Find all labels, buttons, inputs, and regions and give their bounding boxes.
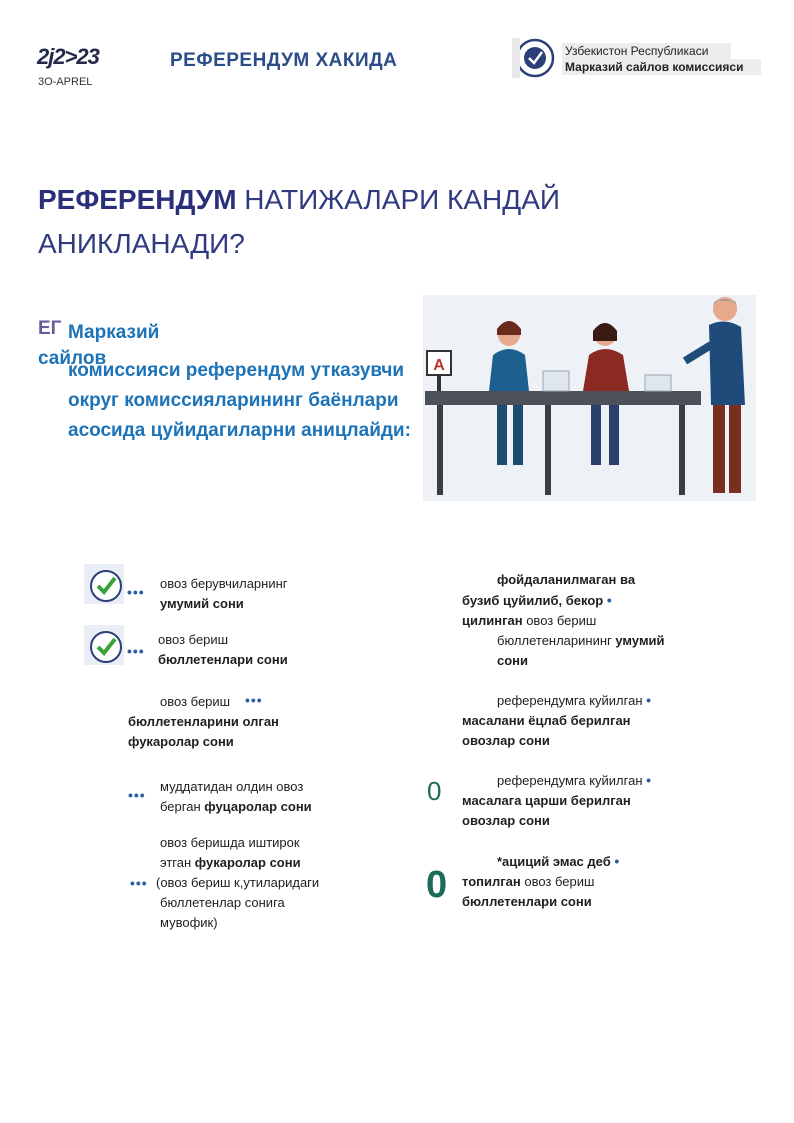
- left-item-5-bold: фукаролар сони: [194, 855, 301, 870]
- left-item-4-text: муддатидан олдин овоз: [160, 779, 304, 794]
- right-item-3-b3: овозлар сони: [462, 813, 550, 828]
- side-body: комиссияси референдум утказувчи округ комиссияларининг баёнлари асосида цуйидагиларни аницлайди:: [68, 360, 411, 441]
- left-item-5-text2: этган: [160, 855, 192, 870]
- left-item-5-extra: [156, 873, 319, 933]
- main-title-bold: РЕФЕРЕНДУМ: [38, 184, 237, 215]
- right-item-1-b2: бузиб цуйилиб, бекор: [462, 593, 604, 608]
- right-item-4-b3: бюллетенлари сони: [462, 894, 592, 909]
- bullet-dot-r4: •: [614, 853, 621, 869]
- right-item-4-b2: топилган: [462, 874, 521, 889]
- left-item-1: [160, 574, 288, 614]
- left-item-5-text: овоз беришда иштирок: [160, 835, 300, 850]
- right-item-3-b2: масалага царши берилган: [462, 793, 631, 808]
- check-icon: [84, 625, 124, 665]
- left-item-5-extra2: бюллетенлар сонига: [160, 895, 285, 910]
- right-item-1: [462, 570, 722, 671]
- bullet-dot-r2: •: [646, 692, 653, 708]
- zero-mark-large: 0: [426, 864, 448, 906]
- left-item-4: [160, 777, 312, 817]
- right-item-3-t1: референдумга куйилган: [497, 773, 643, 788]
- left-item-5: [160, 833, 301, 873]
- left-item-2: [158, 630, 288, 670]
- right-item-1-t4: бюллетенларининг: [497, 633, 612, 648]
- left-item-4-text2: берган: [160, 799, 201, 814]
- bullet-dots-1: •••: [127, 584, 145, 600]
- right-item-2: [462, 690, 722, 751]
- right-item-4-b1: *ациций эмас деб: [497, 854, 611, 869]
- left-item-5-extra3: мувофик): [160, 915, 218, 930]
- right-item-2-b3: овозлар сони: [462, 733, 550, 748]
- right-item-4: [462, 851, 722, 912]
- header-title: РЕФЕРЕНДУМ ХАКИДА: [170, 50, 398, 71]
- side-prefix: ЕГ: [38, 318, 62, 339]
- bullet-dot-r3: •: [646, 772, 653, 788]
- left-item-2-text: овоз бериш: [158, 632, 229, 647]
- cec-emblem-icon: [512, 38, 558, 78]
- right-item-1-b1: фойдаланилмаган ва: [497, 572, 636, 587]
- right-item-1-b3: цилинган: [462, 613, 523, 628]
- bullet-dots-4: •••: [128, 787, 146, 803]
- side-overlap-word: сайлов: [38, 348, 107, 369]
- check-icon: [84, 564, 124, 604]
- bullet-dots-2: •••: [127, 643, 145, 659]
- right-item-3: [462, 770, 722, 831]
- right-item-2-b2: масалани ёцлаб берилган: [462, 713, 631, 728]
- right-item-1-b5: сони: [497, 653, 529, 668]
- cec-name-line1: Узбекистон Республикаси: [562, 43, 731, 59]
- left-item-3-bold: бюллетенларини олган фукаролар сони: [128, 714, 279, 749]
- cec-name-line2: Марказий сайлов комиссияси: [562, 59, 761, 75]
- left-item-3: [128, 712, 328, 752]
- right-item-1-t3: овоз бериш: [522, 613, 597, 628]
- left-item-1-bold: умумий сони: [160, 596, 244, 611]
- polling-station-illustration: [423, 295, 756, 501]
- main-title: [38, 178, 598, 266]
- bullet-dots-5: •••: [130, 875, 148, 891]
- logo-text: 2j2>23: [37, 44, 99, 69]
- right-item-4-t2: овоз бериш: [520, 874, 595, 889]
- right-item-1-b4: умумий: [611, 633, 665, 648]
- left-item-1-text: овоз берувчиларнинг: [160, 576, 288, 591]
- side-line1: Марказий: [68, 322, 160, 343]
- left-item-5-extra1: (овоз бериш к,утиларидаги: [156, 875, 320, 890]
- date-label: 3O-APREL: [38, 76, 93, 88]
- zero-mark-small: 0: [427, 776, 442, 806]
- left-item-2-bold: бюллетенлари сони: [158, 652, 288, 667]
- right-item-2-t1: референдумга куйилган: [497, 693, 643, 708]
- bullet-dots-3: •••: [245, 692, 263, 708]
- main-title-rest: НАТИЖАЛАРИ КАНДАЙ АНИКЛАНАДИ?: [38, 184, 560, 259]
- left-item-4-bold: фуцаролар сони: [204, 799, 312, 814]
- left-item-3-text: овоз бериш: [160, 694, 231, 709]
- sign-letter: A: [433, 357, 445, 374]
- bullet-dot-r1: •: [606, 592, 613, 608]
- side-description: [68, 318, 413, 446]
